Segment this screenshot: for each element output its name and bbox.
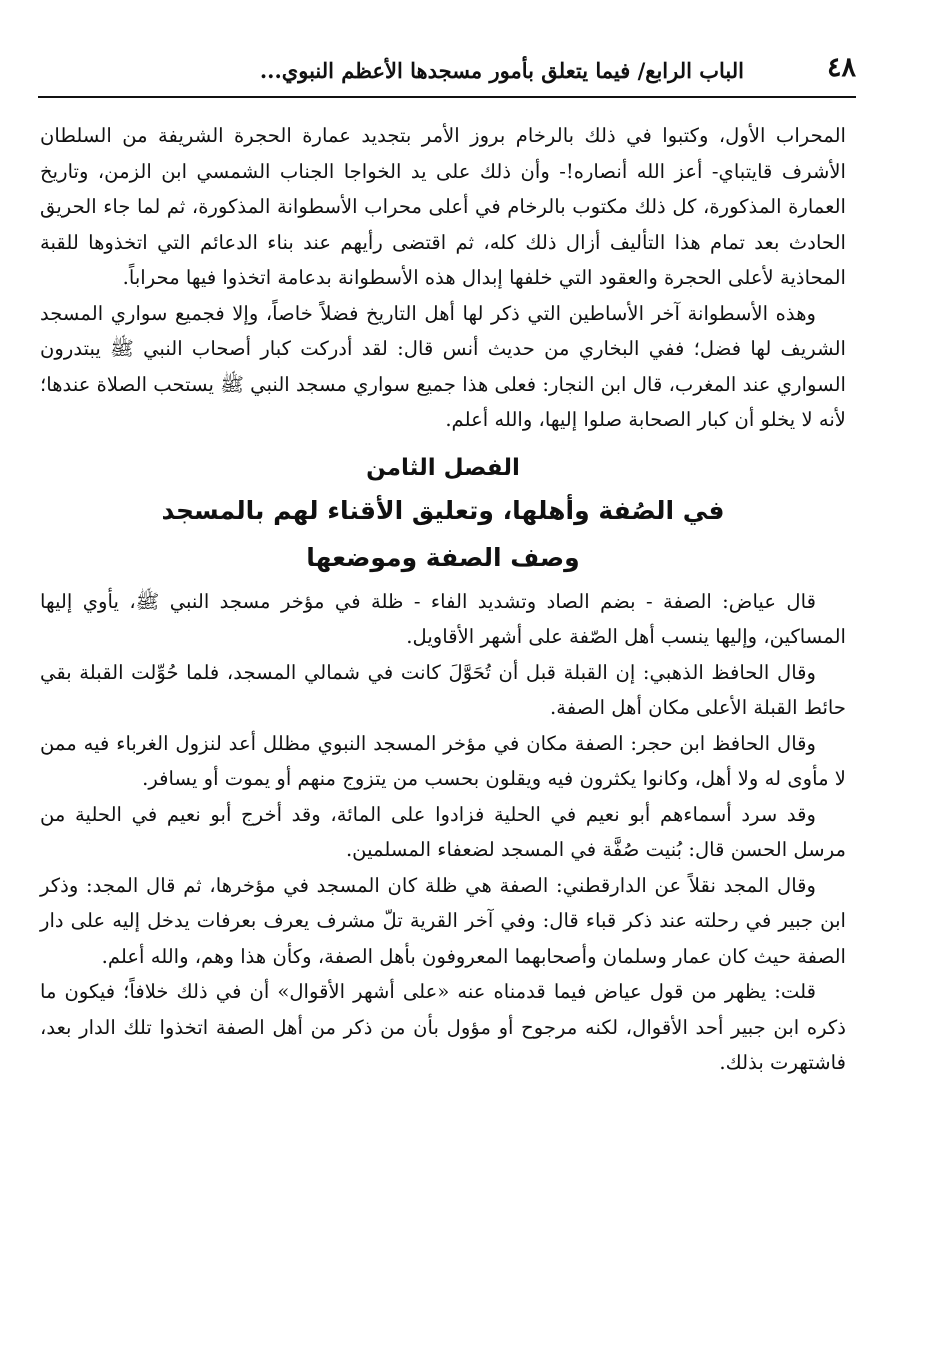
paragraph: قال عياض: الصفة - بضم الصاد وتشديد الفاء - ظلة في مؤخر مسجد النبي ﷺ، يأوي إليها المساكين، وإليها ينسب أهل الصّفة على أشهر الأقاويل. xyxy=(40,589,846,648)
page-number: ٤٨ xyxy=(826,52,856,83)
page-header xyxy=(38,50,856,98)
paragraph: وقال الحافظ ابن حجر: الصفة مكان في مؤخر المسجد النبوي مظلل أعد لنزول الغرباء فيه ممن لا مأوى له ولا أهل، وكانوا يكثرون فيه ويقلون بحسب من يتزوج منهم أو يموت أو يسافر. xyxy=(40,731,846,790)
paragraph: وقال المجد نقلاً عن الدارقطني: الصفة هي ظلة كان المسجد في مؤخرها، ثم قال المجد: وذكر ابن جبير في رحلته عند ذكر قباء قال: وفي آخر القرية تلّ مشرف يعرف بعرفات يدخل إليه على دار الصفة حيث كان عمار وسلمان وأصحابهما المعروفون بأهل الصفة، وكأن هذا وهم، والله أعلم. xyxy=(40,873,846,968)
page-body xyxy=(40,118,846,1081)
paragraph: وهذه الأسطوانة آخر الأساطين التي ذكر لها أهل التاريخ فضلاً خاصاً، وإلا فجميع سواري المسجد الشريف لها فضل؛ ففي البخاري من حديث أنس قال: لقد أدركت كبار أصحاب النبي ﷺ يبتدرون السواري عند المغرب، قال ابن النجار: فعلى هذا جميع سواري مسجد النبي ﷺ يستحب الصلاة عندها؛ لأنه لا يخلو أن كبار الصحابة صلوا إليها، والله أعلم. xyxy=(40,301,846,431)
paragraph: وقال الحافظ الذهبي: إن القبلة قبل أن تُحَوَّلَ كانت في شمالي المسجد، فلما حُوِّلت القبلة بقي حائط القبلة الأعلى مكان أهل الصفة. xyxy=(40,660,846,719)
paragraph: وقد سرد أسماءهم أبو نعيم في الحلية فزادوا على المائة، وقد أخرج أبو نعيم في الحلية من مرسل الحسن قال: بُنيت صُفَّة في المسجد لضعفاء المسلمين. xyxy=(40,802,846,861)
paragraph: قلت: يظهر من قول عياض فيما قدمناه عنه «على أشهر الأقوال» أن في ذلك خلافاً؛ فيكون ما ذكره ابن جبير أحد الأقوال، لكنه مرجوح أو مؤول بأن من ذكر من أهل الصفة اتخذوا تلك الدار بعد، فاشتهرت بذلك. xyxy=(40,980,846,1074)
chapter-number: الفصل الثامن xyxy=(366,454,520,481)
running-title: الباب الرابع/ فيما يتعلق بأمور مسجدها الأعظم النبوي... xyxy=(259,58,744,83)
paragraph: المحراب الأول، وكتبوا في ذلك بالرخام بروز الأمر بتجديد عمارة الحجرة الشريفة من السلطان الأشرف قايتباي- أعز الله أنصاره!- وأن ذلك على يد الخواجا الجناب الشمسي ابن الزمن، وتاريخ العمارة المذكورة، كل ذلك مكتوب بالرخام في أعلى محراب الأسطوانة المذكورة، ثم لما جاء الحريق الحادث بعد تمام هذا التأليف أزال ذلك كله، ثم اقتضى رأيهم عند بناء الدعائم التي اتخذوها للقبة المحاذية لأعلى الحجرة والعقود التي خلفها إبدال هذه الأسطوانة بدعامة اتخذوا فيها محراباً. xyxy=(40,124,846,289)
section-title: وصف الصفة وموضعها xyxy=(306,542,580,572)
chapter-title: في الصُفة وأهلها، وتعليق الأقناء لهم بالمسجد xyxy=(161,495,725,525)
